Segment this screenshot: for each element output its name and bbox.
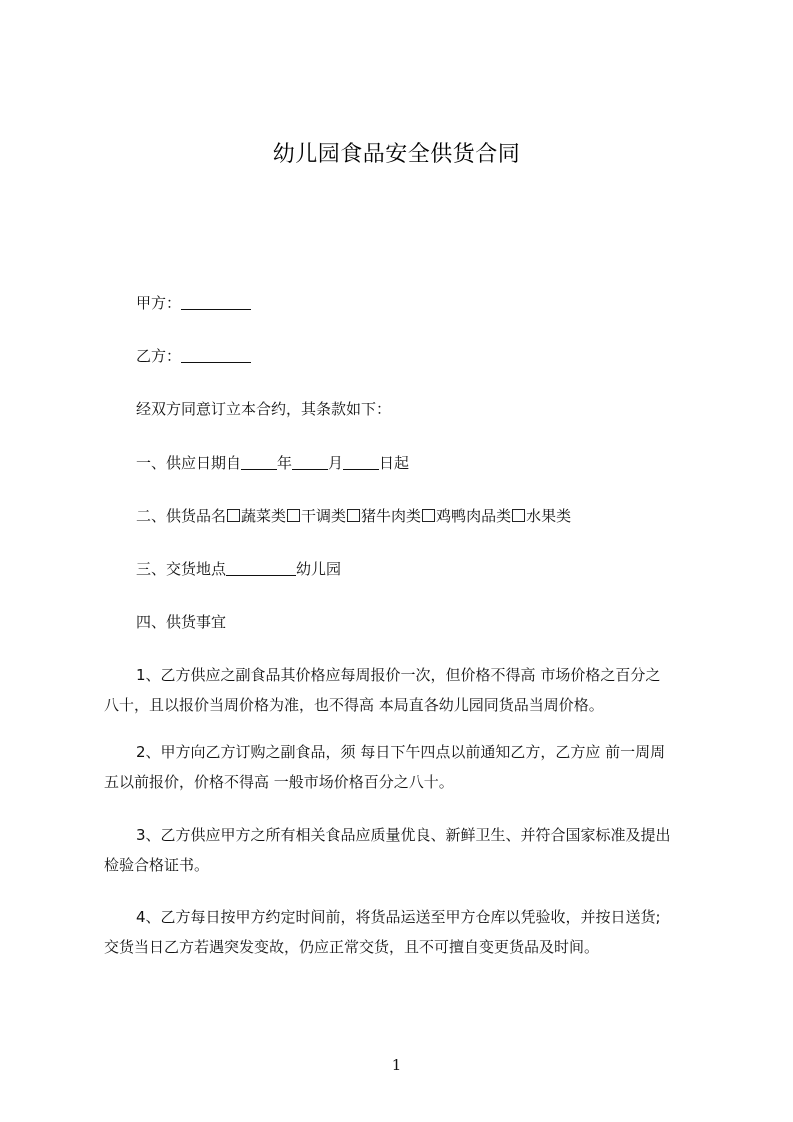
option-dry-seasonings: 干调类 <box>301 507 347 525</box>
supply-item-4-line-2: 交货当日乙方若遇突发变故，仍应正常交货，且不可擅自变更货品及时间。 <box>104 938 600 956</box>
day-blank[interactable] <box>343 453 379 470</box>
party-b-label: 乙方： <box>136 347 182 365</box>
party-a-line <box>136 292 251 314</box>
intro-text: 经双方同意订立本合约，其条款如下： <box>136 400 392 418</box>
party-a-label: 甲方： <box>136 294 182 312</box>
month-blank[interactable] <box>292 453 328 470</box>
page-number: 1 <box>391 1056 402 1074</box>
supply-item-2-line-2: 五以前报价，价格不得高 一般市场价格百分之八十。 <box>104 773 454 791</box>
option-poultry: 鸡鸭肉品类 <box>436 507 512 525</box>
option-vegetables: 蔬菜类 <box>241 507 287 525</box>
checkbox-pork-beef[interactable] <box>347 509 360 522</box>
location-blank[interactable] <box>226 559 296 576</box>
supply-item-2 <box>104 741 708 793</box>
supply-item-1-line-1: 1、乙方供应之副食品其价格应每周报价一次，但价格不得高 市场价格之百分之 <box>136 666 661 684</box>
day-suffix: 日起 <box>379 454 410 472</box>
party-a-blank[interactable] <box>181 293 251 310</box>
clause-2-prefix: 二、供货品名 <box>136 507 227 525</box>
supply-item-1 <box>104 664 708 716</box>
supply-item-2-line-1: 2、甲方向乙方订购之副食品，须 每日下午四点以前通知乙方，乙方应 前一周周 <box>136 743 666 761</box>
document-title: 幼儿园食品安全供货合同 <box>272 142 521 167</box>
supply-item-3-line-1: 3、乙方供应甲方之所有相关食品应质量优良、新鲜卫生、并符合国家标准及提出 <box>136 826 671 844</box>
party-b-blank[interactable] <box>181 346 251 363</box>
year-blank[interactable] <box>241 453 277 470</box>
checkbox-vegetables[interactable] <box>227 509 240 522</box>
supply-item-4 <box>104 906 708 958</box>
party-b-line <box>136 345 251 367</box>
clause-4-heading: 四、供货事宜 <box>136 613 227 631</box>
year-label: 年 <box>277 454 293 472</box>
supply-item-3 <box>104 824 708 876</box>
supply-item-4-line-1: 4、乙方每日按甲方约定时间前，将货品运送至甲方仓库以凭验收，并按日送货; <box>136 908 661 926</box>
clause-3-prefix: 三、交货地点 <box>136 560 227 578</box>
option-fruit: 水果类 <box>526 507 572 525</box>
clause-goods <box>136 505 571 527</box>
checkbox-fruit[interactable] <box>512 509 525 522</box>
clause-delivery-location <box>136 558 341 580</box>
supply-item-3-line-2: 检验合格证书。 <box>104 856 210 874</box>
clause-supply-date <box>136 452 409 474</box>
clause-1-prefix: 一、供应日期自 <box>136 454 242 472</box>
month-label: 月 <box>328 454 344 472</box>
supply-item-1-line-2: 八十，且以报价当周价格为准，也不得高 本局直各幼儿园同货品当周价格。 <box>104 696 604 714</box>
checkbox-dry-seasonings[interactable] <box>287 509 300 522</box>
option-pork-beef: 猪牛肉类 <box>361 507 422 525</box>
checkbox-poultry[interactable] <box>422 509 435 522</box>
clause-3-suffix: 幼儿园 <box>296 560 342 578</box>
